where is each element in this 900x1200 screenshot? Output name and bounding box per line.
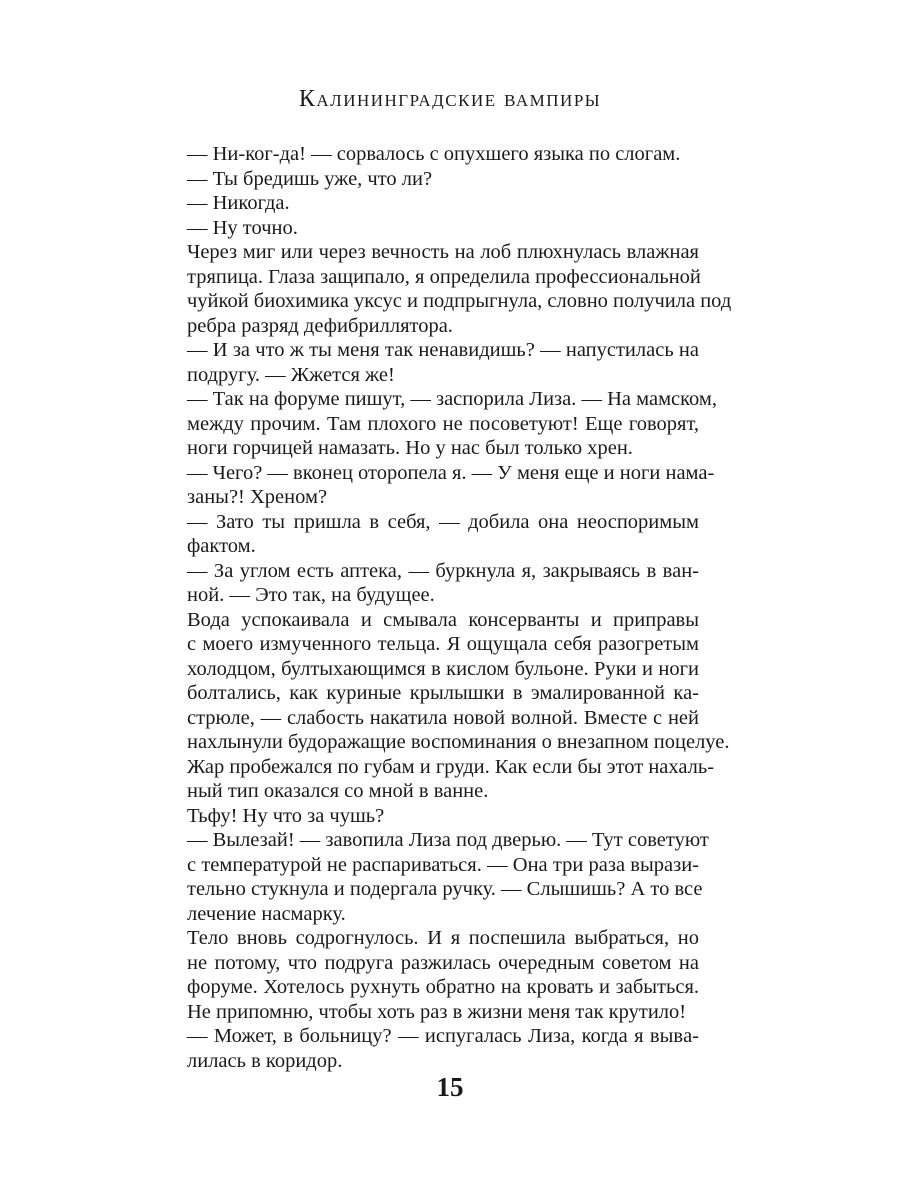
text-line: фактом.: [187, 535, 256, 557]
text-line: — Вылезай! — завопила Лиза под дверью. — Тут советуют: [187, 829, 709, 851]
text-line: лечение насмарку.: [187, 902, 346, 925]
text-line: заны?! Хреном?: [187, 486, 328, 508]
page-number: 15: [436, 1072, 464, 1102]
text-line: стрюле, — слабость накатила новой волной. Вместе с ней: [187, 706, 699, 729]
text-line: — Ну точно.: [187, 216, 298, 239]
text-line: холодцом, бултыхающимся в кислом бульоне. Руки и ноги: [187, 657, 699, 680]
body-text: [187, 142, 732, 1073]
text-line: Жар пробежался по губам и груди. Как если бы этот нахаль-: [187, 755, 715, 778]
text-line: с моего измученного тельца. Я ощущала себя разогретым: [187, 633, 699, 655]
text-line: тряпица. Глаза защипало, я определила профессиональной: [187, 265, 701, 288]
text-line: — Так на форуме пишут, — заспорила Лиза. — На мамском,: [187, 388, 718, 410]
text-line: Тьфу! Ну что за чушь?: [187, 804, 385, 827]
text-line: — Никогда.: [187, 192, 290, 214]
text-line: тельно стукнула и подергала ручку. — Слышишь? А то все: [187, 878, 703, 900]
text-line: нахлынули будоражащие воспоминания о внезапном поцелуе.: [187, 731, 730, 753]
text-line: с температурой не распариваться. — Она три раза вырази-: [187, 853, 699, 876]
text-line: ребра разряд дефибриллятора.: [187, 314, 453, 337]
text-line: — Может, в больницу? — испугалась Лиза, когда я вывa-: [187, 1025, 699, 1047]
text-line: — Ты бредишь уже, что ли?: [187, 167, 433, 190]
text-line: чуйкой биохимика уксус и подпрыгнула, словно получила под: [187, 290, 732, 312]
text-line: Через миг или через вечность на лоб плюхнулась влажная: [187, 241, 699, 263]
text-line: — Зато ты пришла в себя, — добила она неоспоримым: [187, 510, 699, 533]
text-line: — Чего? — вконец оторопела я. — У меня еще и ноги нама-: [187, 461, 715, 484]
text-line: Вода успокаивала и смывала консерванты и приправы: [187, 608, 699, 631]
running-title: Калининградские вампиры: [298, 86, 602, 112]
text-line: между прочим. Там плохого не посоветуют! Еще говорят,: [187, 412, 699, 435]
text-line: подругу. — Жжется же!: [187, 363, 395, 386]
text-line: — За углом есть аптека, — буркнула я, закрываясь в ван-: [187, 559, 699, 582]
text-line: ной. — Это так, на будущее.: [187, 584, 435, 606]
text-line: — И за что ж ты меня так ненавидишь? — напустилась на: [187, 339, 699, 361]
text-line: Тело вновь содрогнулось. И я поспешила выбраться, но: [187, 927, 699, 949]
text-line: болтались, как куриные крылышки в эмалированной ка-: [187, 682, 699, 704]
text-line: форуме. Хотелось рухнуть обратно на кровать и забыться.: [187, 976, 699, 998]
text-line: не потому, что подруга разжилась очередным советом на: [187, 951, 699, 974]
text-line: лилась в коридор.: [187, 1049, 343, 1072]
text-line: ноги горчицей намазать. Но у нас был только хрен.: [187, 437, 633, 459]
text-line: ный тип оказался со мной в ванне.: [187, 780, 489, 802]
text-line: Не припомню, чтобы хоть раз в жизни меня так крутило!: [187, 1000, 687, 1023]
text-line: — Ни-ког-да! — сорвалось с опухшего языка по слогам.: [187, 143, 681, 165]
